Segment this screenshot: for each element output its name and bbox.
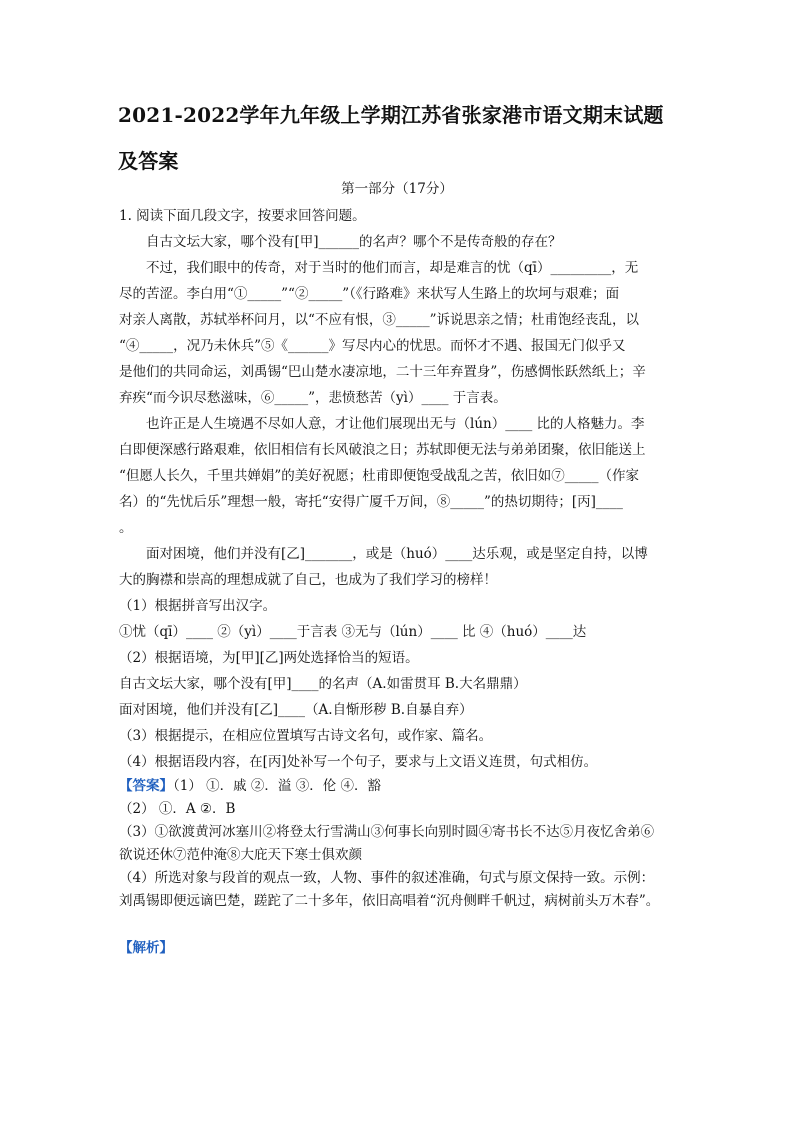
text-line: 。 [119,520,133,536]
text-line: “但愿人长久，千里共婵娟”的美好祝愿；杜甫即便饱受战乱之苦，依旧如⑦_____（作家 [119,468,640,484]
text-line: 弃疾“而今识尽愁滋味，⑥_____”，悲愤愁苦（yì）____ 于言表。 [119,390,507,406]
answer-line: 欲说还休⑦范仲淹⑧大庇天下寒士俱欢颜 [119,847,362,863]
question-body [119,203,677,961]
text-line: 对亲人离散，苏轼举杯问月，以“不应有恨，③_____”诉说思亲之情；杜甫饱经丧乱，以 [119,312,640,328]
text-line: 自古文坛大家，哪个没有[甲]____的名声（A.如雷贯耳 B.大名鼎鼎） [119,676,527,692]
text-line: （4）根据语段内容，在[丙]处补写一个句子，要求与上文语义连贯，句式相仿。 [119,754,598,770]
answer-line: （3）①欲渡黄河冰塞川②将登太行雪满山③何事长向别时圆④寄书长不达⑤月夜忆舍弟⑥ [119,824,655,840]
question-lines [119,203,677,775]
text-line: 大的胸襟和崇高的理想成就了自己，也成为了我们学习的榜样！ [119,572,497,588]
answer-lines [119,798,677,913]
text-line: ①忧（qī）____ ②（yì）____于言表 ③无与（lún）____ 比 ④（huó）____达 [119,624,587,640]
text-line: 名）的“先忧后乐”理想一般，寄托“安得广厦千万间，⑧_____”的热切期待；[丙]____ [119,494,623,510]
answer-text: （1） ①．戚 ②．溢 ③．伦 ④．豁 [173,778,382,794]
text-line: “④_____，况乃未休兵”⑤《______》写尽内心的忧思。而怀才不遇、报国无门似乎又 [119,338,626,354]
analysis-tag: 【解析】 [119,940,173,956]
analysis-line [119,935,677,961]
answer-line: （2） ①．A ②．B [119,801,236,817]
text-line: 面对困境，他们并没有[乙]_______，或是（huó）____达乐观，或是坚定自持，以博 [146,546,648,562]
text-line: 不过，我们眼中的传奇，对于当时的他们而言，却是难言的忧（qī）_________，无 [146,260,639,276]
text-line: 面对困境，他们并没有[乙]____（A.自惭形秽 B.自暴自弃） [119,702,473,718]
text-line: 尽的苦涩。李白用“①_____”“②_____”（《行路难》来状写人生路上的坎坷与艰难；面 [119,286,620,302]
text-line: （3）根据提示，在相应位置填写古诗文名句，或作家、篇名。 [119,728,493,744]
title-line-2: 及答案 [118,149,179,173]
spacer [119,913,677,935]
answer-tag: 【答案】 [119,778,173,794]
text-line: （1）根据拼音写出汉字。 [119,598,277,614]
document-title [118,92,678,184]
text-line: 也许正是人生境遇不尽如人意，才让他们展现出无与（lún）____ 比的人格魅力。李 [146,416,645,432]
answer-line: （4）所选对象与段首的观点一致，人物、事件的叙述准确，句式与原文保持一致。示例： [119,870,655,886]
title-line-1: 2021-2022学年九年级上学期江苏省张家港市语文期末试题 [118,103,664,127]
section-heading: 第一部分（17分） [341,181,453,197]
answer-line [119,775,677,798]
text-line: （2）根据语境，为[甲][乙]两处选择恰当的短语。 [119,650,419,666]
text-line: 白即便深感行路艰难，依旧相信有长风破浪之日；苏轼即便无法与弟弟团聚，依旧能送上 [119,442,646,458]
text-line: 1. 阅读下面几段文字，按要求回答问题。 [119,208,366,224]
text-line: 是他们的共同命运，刘禹锡“巴山楚水凄凉地，二十三年弃置身”，伤感惆怅跃然纸上；辛 [119,364,646,380]
text-line: 自古文坛大家，哪个没有[甲]______的名声？哪个不是传奇般的存在？ [146,234,562,250]
answer-line: 刘禹锡即便远谪巴楚，蹉跎了二十多年，依旧高唱着“沉舟侧畔千帆过，病树前头万木春”。 [119,893,660,909]
